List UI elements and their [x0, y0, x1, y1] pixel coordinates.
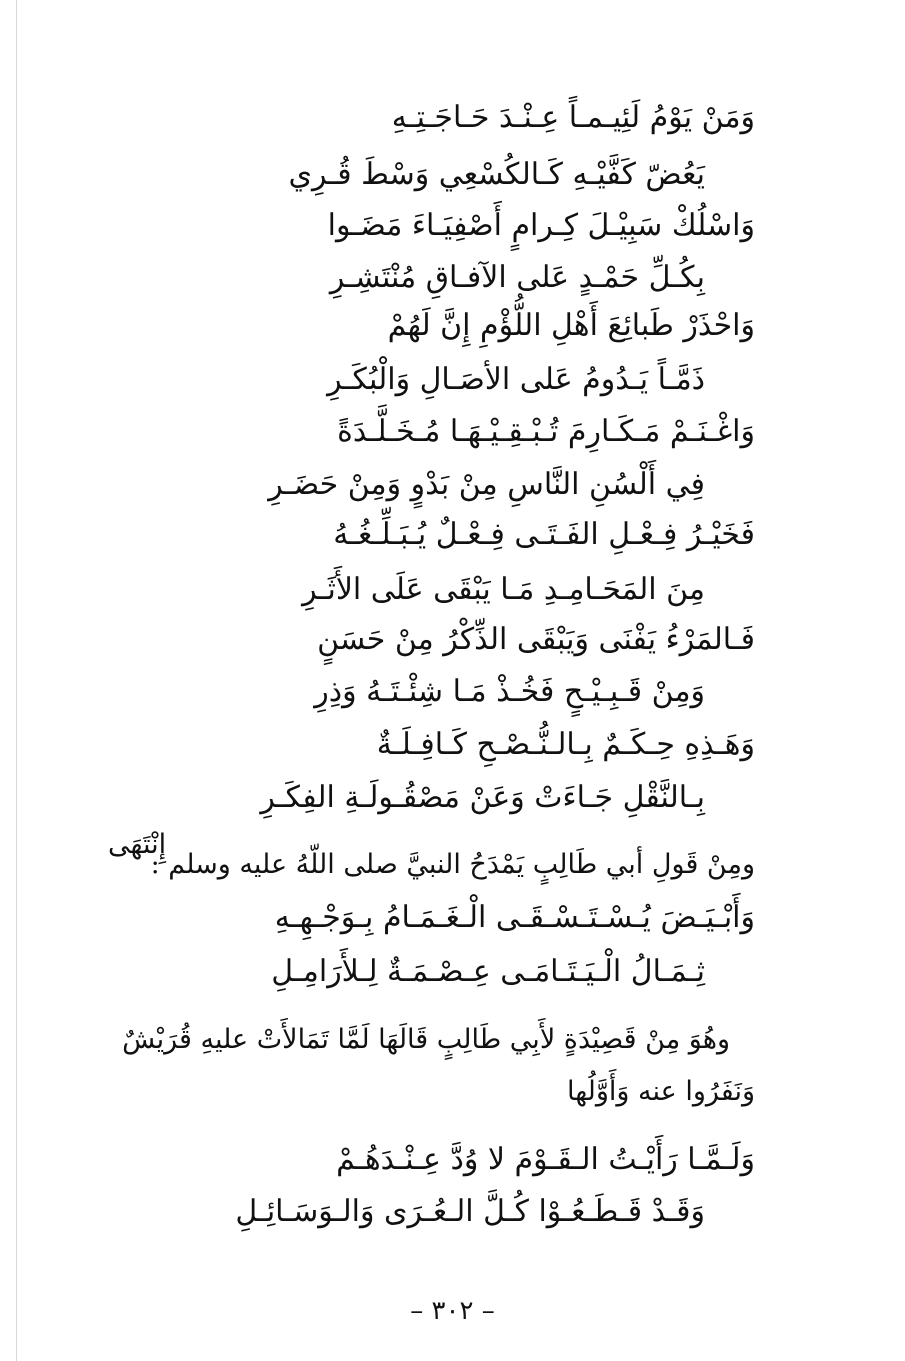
- page-number: – ٣٠٢ –: [410, 1296, 495, 1326]
- verse-line-12: وَمِنْ قَـبِـيْـحٍ فَخُـذْ مَـا شِئْـتَـهُ وَذِرِ: [314, 674, 705, 709]
- prose-line-1: وهُوَ مِنْ قَصِيْدَةٍ لأَبِي طَالِبٍ قَالَهَا لَمَّا تَمَالأَتْ عليهِ قُرَيْشٌ: [122, 1024, 730, 1055]
- scan-edge-line: [16, 0, 17, 1361]
- verse-line-4: بِكُـلِّ حَمْـدٍ عَلى الآفـاقِ مُنْتَشِـرِ: [329, 260, 705, 295]
- intaha-label: إِنْتَهَى: [108, 829, 167, 860]
- verse-line-3: وَاسْلُكْ سَبِيْـلَ كِـرامٍ أَصْفِيَـاءَ مَضَـوا: [327, 208, 755, 243]
- verse-line-5: وَاحْذَرْ طَبائِعَ أَهْلِ اللُّؤْمِ إِنَّ لَهُمْ: [387, 308, 755, 343]
- verse-line-13: وَهَـذِهِ حِـكَـمٌ بِـالـنُّـصْـحِ كَـافِـلَـةٌ: [376, 727, 755, 762]
- verse-line-17: وَلَـمَّـا رَأَيْـتُ الـقَـوْمَ لا وُدَّ عِـنْـدَهُـمْ: [336, 1142, 755, 1177]
- verse-line-15: وَأَبْـيَـضَ يُـسْـتَـسْـقَـى الْـغَـمَـامُ بِـوَجْـهِـهِ: [274, 900, 755, 935]
- verse-line-7: وَاغْـنَـمْ مَـكَـارِمَ تُـبْـقِـيْـهَـا مُـخَـلَّـدَةً: [337, 414, 755, 449]
- verse-line-11: فَـالمَرْءُ يَفْنَى وَيَبْقَى الذِّكْرُ مِنْ حَسَنٍ: [317, 622, 755, 657]
- verse-line-16: ثِـمَـالُ الْـيَـتَـامَـى عِـصْـمَـةٌ لِـلأَرَامِـلِ: [271, 954, 705, 989]
- verse-line-10: مِنَ المَحَـامِـدِ مَـا يَبْقَى عَلَى الأَثَـرِ: [302, 572, 705, 607]
- prose-line-2: وَنَفَرُوا عنه وَأَوَّلُها: [566, 1076, 755, 1107]
- verse-line-8: فِي أَلْسُنِ النَّاسِ مِنْ بَدْوٍ وَمِنْ حَضَـرِ: [268, 467, 705, 502]
- verse-line-9: فَخَيْـرُ فِـعْـلِ الفَـتَـى فِـعْـلٌ يُـبَـلِّـغُـهُ: [333, 517, 755, 552]
- verse-line-6: ذَمَّـاً يَـدُومُ عَلى الأصَـالِ وَالْبُكَـرِ: [327, 362, 705, 397]
- verse-line-18: وَقَـدْ قَـطَـعُـوْا كُـلَّ الـعُـرَى وَالـوَسَـائِـلِ: [235, 1194, 705, 1229]
- verse-line-2: يَعُضّ كَفَّيْـهِ كَـالكُسْعِي وَسْطَ قُـرِي: [288, 157, 705, 192]
- intro-prose-line: ومِنْ قَولِ أبي طَالِبٍ يَمْدَحُ النبيَّ صلى اللّهُ عليه وسلم :: [150, 849, 755, 880]
- verse-line-14: بِـالنَّقْلِ جَـاءَتْ وَعَنْ مَصْقُـولَـةِ الفِكَـرِ: [260, 780, 705, 815]
- verse-line-1: وَمَنْ يَوْمُ لَئِيـمـاً عِـنْـدَ حَـاجَـتِـهِ: [391, 100, 755, 135]
